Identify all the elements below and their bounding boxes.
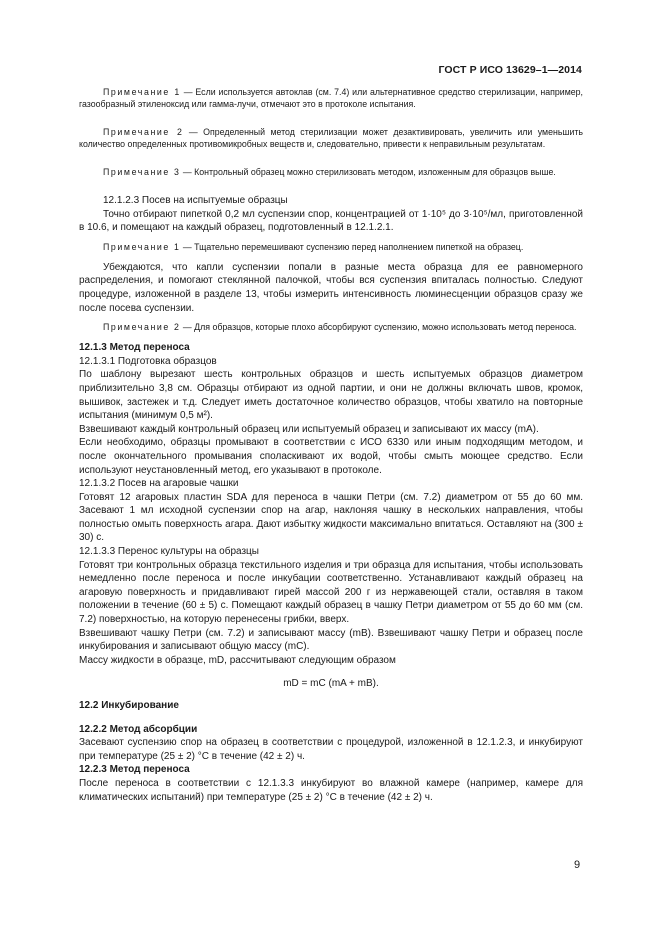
para-12133-3: Массу жидкости в образце, mD, рассчитывают следующим образом bbox=[79, 654, 396, 666]
note-label: Примечание 2 bbox=[103, 127, 184, 137]
note-text: — Для образцов, которые плохо абсорбируют суспензию, можно использовать метод переноса. bbox=[180, 322, 577, 333]
section-12123-text: Точно отбирают пипеткой 0,2 мл суспензии спор, концентрацией от 1·10⁵ до 3·10⁵/мл, приготовленной в 10.6, и помещают на каждый образец, подготовленный в 12.1.2.1. bbox=[79, 208, 583, 234]
heading-1222: 12.2.2 Метод абсорбции bbox=[79, 723, 198, 735]
formula: mD = mC (mA + mB). bbox=[283, 678, 379, 690]
subheading-12133: 12.1.3.3 Перенос культуры на образцы bbox=[79, 546, 259, 558]
para-1222: Засевают суспензию спор на образец в соответствии с процедурой, изложенной в 12.1.2.3, и инкубируют при температуре (25 ± 2) °С в течение (42 ± 2) ч. bbox=[79, 737, 583, 762]
subheading-12131: 12.1.3.1 Подготовка образцов bbox=[79, 355, 217, 367]
note-label: Примечание 1 bbox=[103, 87, 181, 97]
section-12123-para: Убеждаются, что капли суспензии попали в разные места образца для ее равномерного распределения, и помогают стеклянной палочкой, чтобы вся суспензия впиталась полностью. Следуют процедуре, изложенной в разделе 13, чтобы измерить интенсивность люминесценции образцов сразу же после посева суспензии. bbox=[79, 261, 583, 314]
note-label: Примечание 1 bbox=[103, 241, 181, 252]
note-3 bbox=[79, 166, 583, 178]
para-1223: После переноса в соответствии с 12.1.3.3 инкубируют во влажной камере (например, камере для климатических испытаний) при температуре (25 ± 2) °С в течение (42 ± 2) ч. bbox=[79, 777, 583, 803]
section-12123-note-2 bbox=[79, 321, 583, 333]
para-12133-1: Готовят три контрольных образца текстильного изделия и три образца для испытания, чтобы использовать немедленно после переноса и после инкубации соответственно. Устанавливают каждый образец на агаровую поверхность и придавливают гирей массой 200 г из нержавеющей стали, оставляя в таком положении в течение (60 ± 5) с. Помещают каждый образец в чашку Петри диаметром от 55 до 60 мм (см. 7.2) поверхностью, на которую перенесены грибки, вверх. bbox=[79, 559, 583, 626]
section-12123-title: 12.1.2.3 Посев на испытуемые образцы bbox=[103, 195, 288, 206]
section-12123-note-1 bbox=[79, 241, 583, 253]
subheading-12132: 12.1.3.2 Посев на агаровые чашки bbox=[79, 478, 239, 490]
para-12132: Готовят 12 агаровых пластин SDA для переноса в чашки Петри (см. 7.2) диаметром от 55 до 60 мм. Засевают 1 мл исходной суспензии спор на агар, наклоняя чашку в нескольких направления, чтобы полностью омыть поверхность агара. Дают избытку жидкости максимально впитаться. Оставляют на (300 ± 30) с. bbox=[79, 491, 583, 544]
document-header: ГОСТ Р ИСО 13629–1—2014 bbox=[438, 64, 582, 76]
para-12131-1: По шаблону вырезают шесть контрольных образцов и шесть испытуемых образцов диаметром приблизительно 3,8 см. Образцы отбирают из одной партии, и они не должны включать швов, кромок, вышивок, застежек и т.д. Следует иметь достаточное количество образцов, чтобы хватило на повторные испытания (минимум 0,5 м²). bbox=[79, 369, 583, 422]
para-12131-3: Если необходимо, образцы промывают в соответствии с ИСО 6330 или иным подходящим методом, и после окончательного промывания споласкивают их водой, чтобы смыть моющее средство. Если используют неустановленный метод, его указывают в протоколе. bbox=[79, 437, 583, 476]
para-12133-2: Взвешивают чашку Петри (см. 7.2) и записывают массу (mB). Взвешивают чашку Петри и образец после инкубирования и записывают общую массу (mC). bbox=[79, 627, 583, 653]
note-text: — Контрольный образец можно стерилизовать методом, изложенным для образцов выше. bbox=[180, 167, 556, 177]
page-content bbox=[79, 86, 583, 804]
heading-1223: 12.2.3 Метод переноса bbox=[79, 764, 190, 776]
note-2 bbox=[79, 126, 583, 150]
para-12131-2: Взвешивают каждый контрольный образец или испытуемый образец и записывают их массу (mA). bbox=[79, 423, 539, 435]
note-1 bbox=[79, 86, 583, 110]
note-label: Примечание 2 bbox=[103, 322, 181, 333]
heading-122: 12.2 Инкубирование bbox=[79, 700, 179, 711]
note-label: Примечание 3 bbox=[103, 167, 181, 177]
note-text: — Тщательно перемешивают суспензию перед наполнением пипеткой на образец. bbox=[180, 241, 524, 252]
note-text: — Определенный метод стерилизации может дезактивировать, увеличить или уменьшить количество определенных противомикробных веществ и, следовательно, привести к неправильным результатам. bbox=[79, 127, 583, 149]
heading-1213: 12.1.3 Метод переноса bbox=[79, 342, 190, 354]
page-number: 9 bbox=[574, 859, 581, 871]
note-text: — Если используется автоклав (см. 7.4) или альтернативное средство стерилизации, например, газообразный этиленоксид или гамма-лучи, отмечают это в протоколе испытания. bbox=[79, 87, 583, 109]
